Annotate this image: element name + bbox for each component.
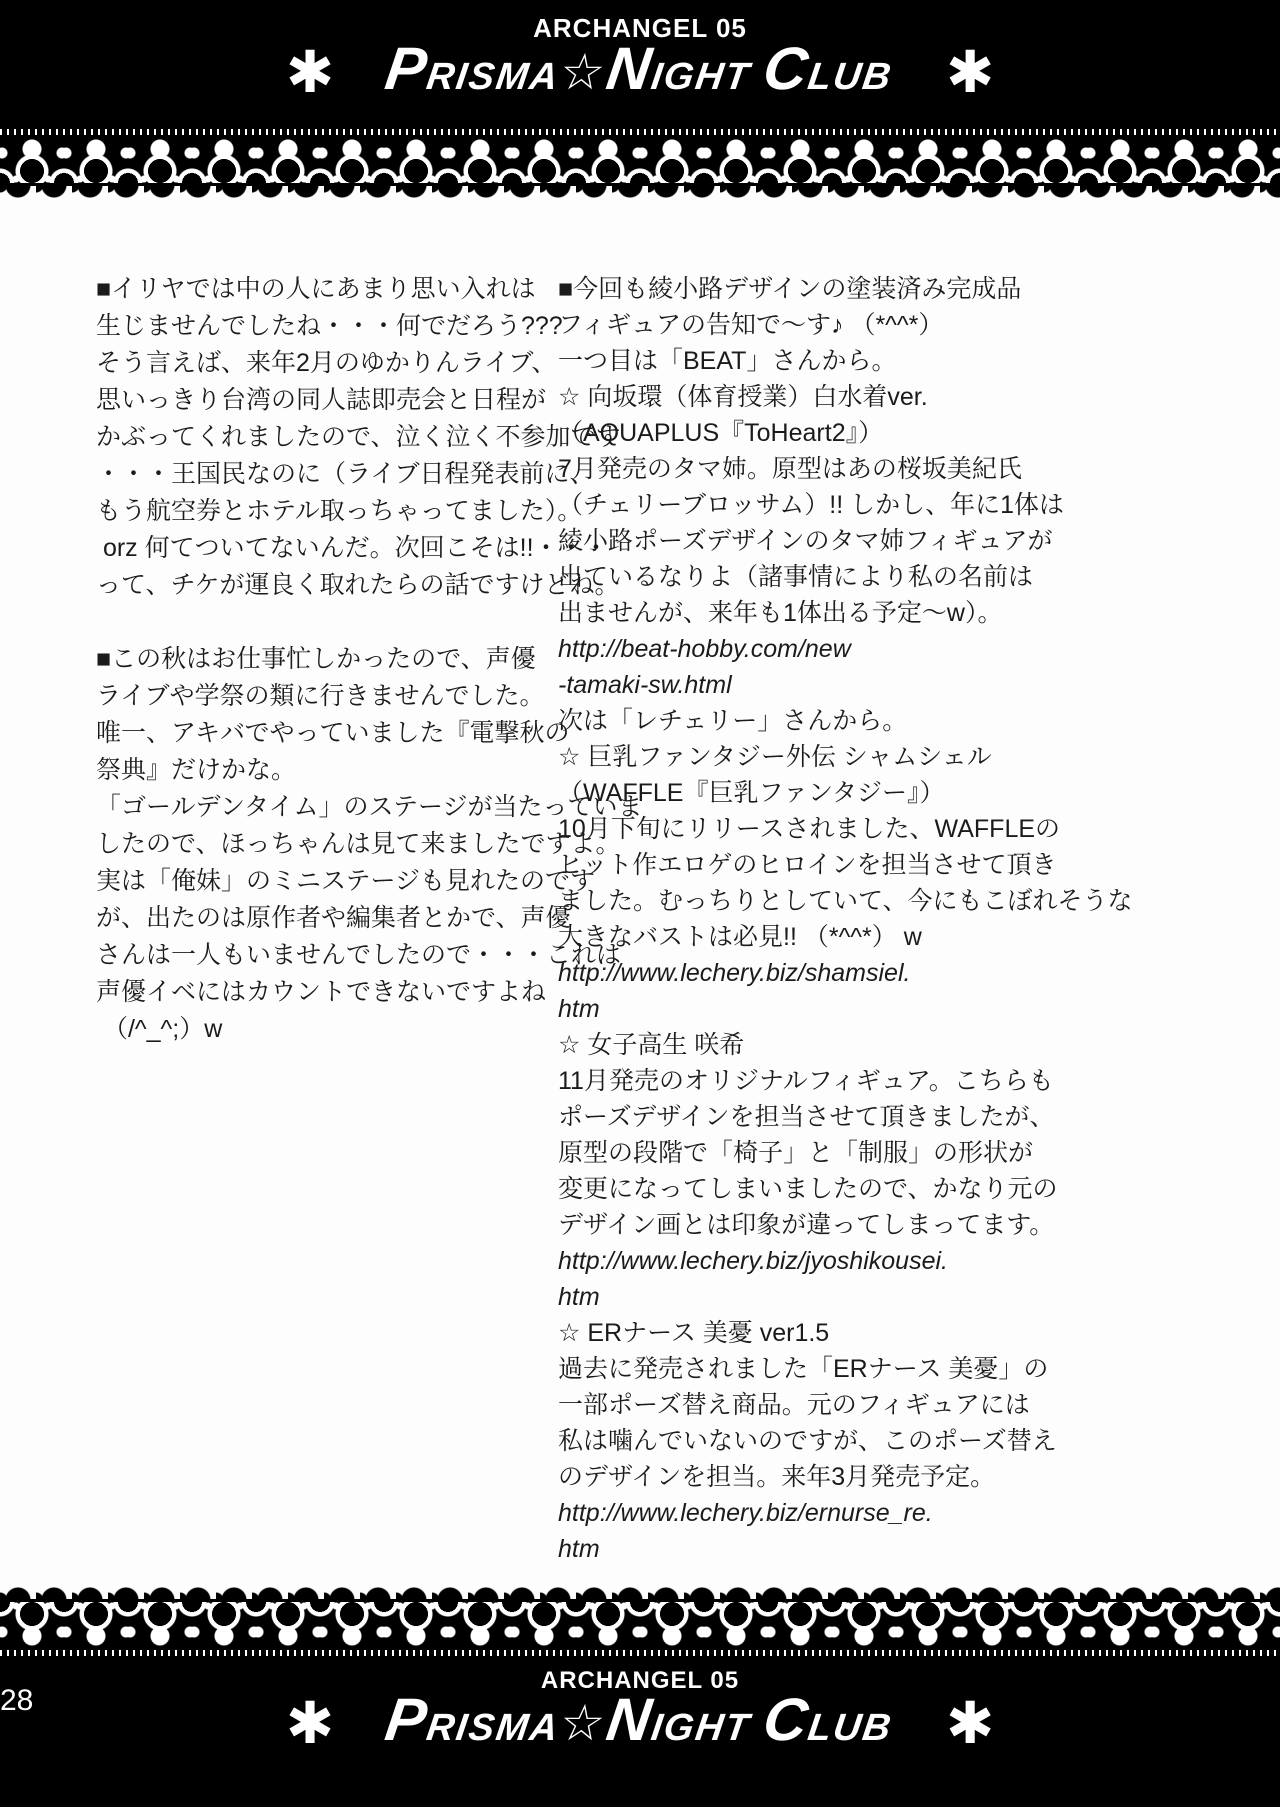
text-line: デザイン画とは印象が違ってしまってます。 [558, 1211, 1055, 1239]
logo-letter: RISMA [424, 1707, 563, 1750]
lace-border-bottom [0, 1580, 1280, 1658]
text-line: ☆ 女子高生 咲希 [558, 1031, 745, 1059]
text-line: フィギュアの告知で〜す♪ （*^^*） [558, 311, 944, 339]
lace-scallop-edge [0, 183, 1280, 205]
series-title: ARCHANGEL 05 [540, 1667, 740, 1694]
lace-border-top [0, 127, 1280, 205]
logo-letter: N [602, 1686, 658, 1754]
logo-letter: LUB [805, 1707, 896, 1750]
text-line: ☆ 巨乳ファンタジー外伝 シャムシェル [558, 743, 992, 771]
logo-title [381, 1686, 898, 1754]
text-line: ☆ ERナース 美憂 ver1.5 [558, 1319, 830, 1347]
text-line: orz 何てついてないんだ。次回こそは!!・・・ [96, 534, 609, 562]
text-line: ライブや学祭の類に行きませんでした。 [96, 682, 545, 710]
text-line: 出ているなりよ（諸事情により私の名前は [558, 563, 1034, 591]
logo-letter: C [759, 34, 815, 102]
text-line: 生じませんでしたね・・・何でだろう??? [96, 312, 563, 340]
text-line: 次は「レチェリー」さんから。 [558, 707, 908, 735]
text-line: -tamaki-sw.html [558, 671, 732, 699]
top-banner [0, 0, 1280, 127]
logo-letter: C [759, 1686, 815, 1754]
star-icon: ☆ [556, 43, 612, 100]
text-line: ポーズデザインを担当させて頂きましたが、 [558, 1103, 1055, 1131]
lace-pattern [0, 1602, 1280, 1648]
text-line: （チェリーブロッサム）!! しかし、年に1体は [558, 491, 1064, 519]
logo-letter: N [602, 34, 658, 102]
text-line: http://beat-hobby.com/new [558, 635, 851, 663]
asterisk-icon: ✱ [285, 1691, 335, 1757]
text-line: のデザインを担当。来年3月発売予定。 [558, 1463, 996, 1491]
text-line: ☆ 向坂環（体育授業）白水着ver. [558, 383, 928, 411]
text-line: 私は噛んでいないのですが、このポーズ替え [558, 1427, 1057, 1455]
asterisk-icon: ✱ [945, 39, 995, 105]
text-line: 大きなバストは必見!! （*^^*） w [558, 923, 922, 951]
text-line: htm [558, 995, 600, 1023]
text-line: 10月下旬にリリースされました、WAFFLEの [558, 815, 1061, 843]
text-line: ・・・王国民なのに（ライブ日程発表前に、 [96, 460, 595, 488]
asterisk-icon: ✱ [285, 39, 335, 105]
star-icon: ☆ [556, 1695, 612, 1752]
text-line: http://www.lechery.biz/shamsiel. [558, 959, 911, 987]
text-line: 思いっきり台湾の同人誌即売会と日程が [96, 386, 547, 414]
text-line: 11月発売のオリジナルフィギュア。こちらも [558, 1067, 1054, 1095]
logo-letter: P [381, 34, 434, 102]
text-line: （WAFFLE『巨乳ファンタジー』） [558, 779, 945, 807]
lace-scallop-edge [0, 1580, 1280, 1602]
text-line: って、チケが運良く取れたらの話ですけどね。 [96, 571, 620, 599]
text-line: もう航空券とホテル取っちゃってました）。 [96, 497, 583, 525]
logo [0, 34, 1280, 105]
text-line: ■イリヤでは中の人にあまり思い入れは [96, 275, 536, 303]
text-line: 唯一、アキバでやっていました『電撃秋の [96, 719, 570, 747]
text-line: 一部ポーズ替え商品。元のフィギュアには [558, 1391, 1030, 1419]
text-line: さんは一人もいませんでしたので・・・これは [96, 941, 622, 969]
text-line: http://www.lechery.biz/ernurse_re. [558, 1499, 933, 1527]
lace-pattern [0, 137, 1280, 183]
text-line: 過去に発売されました「ERナース 美憂」の [558, 1355, 1049, 1383]
logo-letter: IGHT [648, 1707, 767, 1750]
text-line: 「ゴールデンタイム」のステージが当たっていま [96, 793, 643, 821]
text-line: ました。むっちりとしていて、今にもこぼれそうな [558, 887, 1133, 915]
text-line: ヒット作エロゲのヒロインを担当させて頂き [558, 851, 1057, 879]
text-line: が、出たのは原作者や編集者とかで、声優 [96, 904, 571, 932]
asterisk-icon: ✱ [945, 1691, 995, 1757]
text-line: 出ませんが、来年も1体出る予定〜w）。 [558, 599, 1003, 627]
logo-letter: RISMA [424, 55, 563, 98]
page-number: 28 [0, 1684, 34, 1717]
lace-tick-strip [0, 127, 1280, 137]
logo [0, 1686, 1280, 1757]
page-content [0, 205, 1280, 1580]
text-line: 一つ目は「BEAT」さんから。 [558, 347, 897, 375]
text-line: htm [558, 1535, 600, 1563]
text-line: ■この秋はお仕事忙しかったので、声優 [96, 645, 536, 673]
text-line: 祭典』だけかな。 [96, 756, 297, 784]
text-line: （AQUAPLUS『ToHeart2』） [558, 419, 884, 447]
text-line: 声優イベにはカウントできないですよね [96, 978, 547, 1006]
text-line: かぶってくれましたので、泣く泣く不参加です [96, 423, 621, 451]
logo-title [381, 34, 898, 102]
series-title: ARCHANGEL 05 [533, 13, 747, 43]
text-line: 実は「俺妹」のミニステージも見れたのです [96, 867, 596, 895]
logo-letter: IGHT [648, 55, 767, 98]
text-line: 変更になってしまいましたので、かなり元の [558, 1175, 1058, 1203]
text-line: http://www.lechery.biz/jyoshikousei. [558, 1247, 948, 1275]
text-line [96, 604, 548, 641]
text-line: htm [558, 1283, 600, 1311]
text-line: 7月発売のタマ姉。原型はあの桜坂美紀氏 [558, 455, 1022, 483]
logo-letter: LUB [805, 55, 896, 98]
text-line: （/^_^;）w [96, 1015, 223, 1043]
text-line: したので、ほっちゃんは見て来ましたですよ。 [96, 830, 621, 858]
bottom-banner [0, 1658, 1280, 1807]
right-column [558, 271, 1133, 1567]
text-line: 原型の段階で「椅子」と「制服」の形状が [558, 1139, 1034, 1167]
lace-tick-strip [0, 1648, 1280, 1658]
logo-letter: P [381, 1686, 434, 1754]
text-line: 綾小路ポーズデザインのタマ姉フィギュアが [558, 527, 1053, 555]
text-line: ■今回も綾小路デザインの塗装済み完成品 [558, 275, 1022, 303]
text-line: そう言えば、来年2月のゆかりんライブ、 [96, 349, 557, 377]
